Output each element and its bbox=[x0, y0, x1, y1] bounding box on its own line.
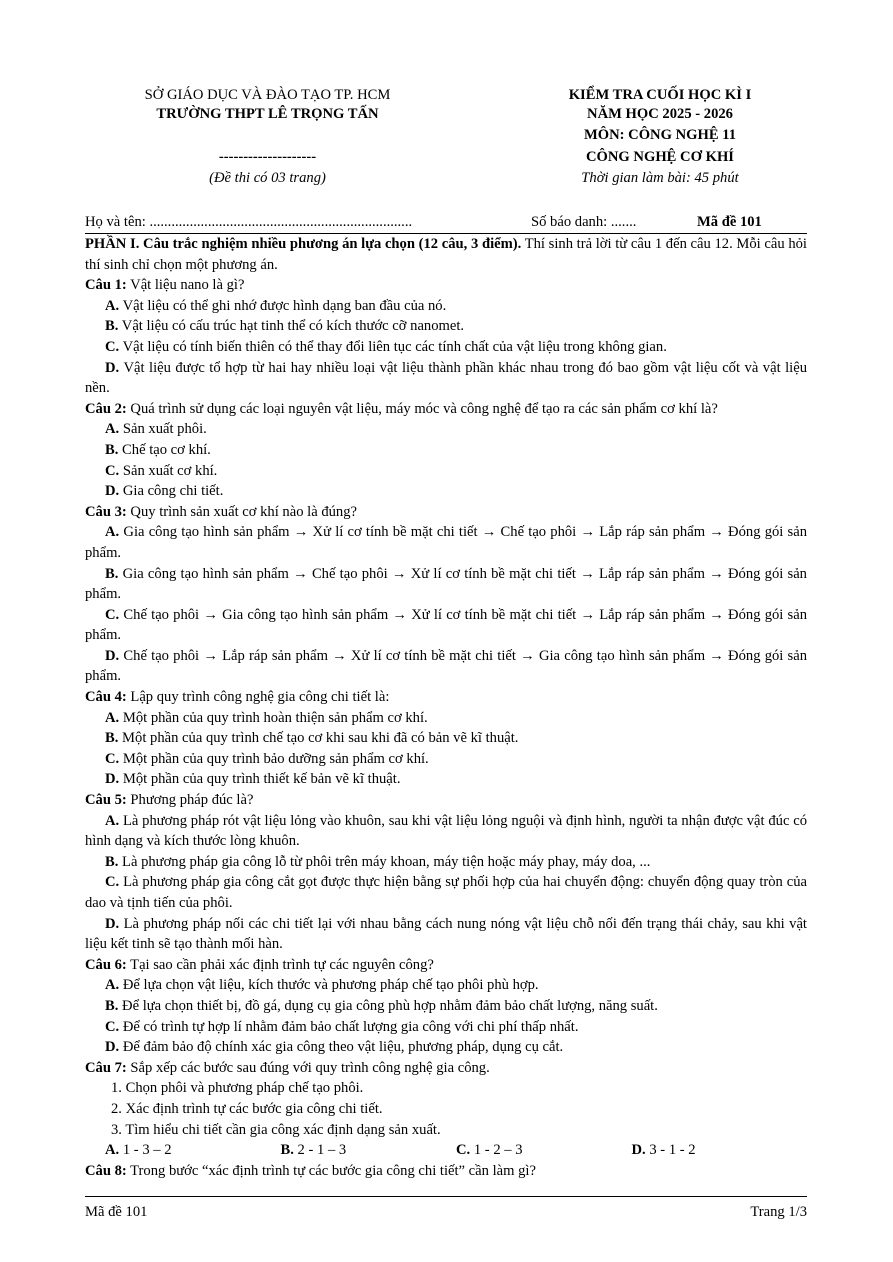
q6-option-b: B. Để lựa chọn thiết bị, đồ gá, dụng cụ gia công phù hợp nhằm đảm bảo chất lượng, năng suất. bbox=[105, 997, 658, 1014]
exam-content bbox=[85, 234, 807, 1181]
name-field: Họ và tên: ........................................................................ bbox=[85, 214, 413, 230]
q7-step: 3. Tìm hiểu chi tiết cần gia công xác định dạng sản xuất. bbox=[111, 1121, 441, 1138]
q3-option-d: D. Chế tạo phôi → Lắp ráp sản phẩm → Xử lí cơ tính bề mặt chi tiết → Gia công tạo hình sản phẩm → Đóng gói sản phẩm. bbox=[85, 647, 807, 685]
q5-option-c: C. Là phương pháp gia công cắt gọt được thực hiện bằng sự phối hợp của hai chuyển động: chuyển động quay tròn của dao và tịnh tiến của phôi. bbox=[85, 874, 807, 911]
subject: MÔN: CÔNG NGHỆ 11 bbox=[583, 127, 736, 143]
q7-step: 1. Chọn phôi và phương pháp chế tạo phôi. bbox=[111, 1080, 364, 1097]
question-1: Câu 1: Vật liệu nano là gì? bbox=[85, 277, 245, 294]
part1-heading: PHẦN I. Câu trắc nghiệm nhiều phương án lựa chọn (12 câu, 3 điểm). Thí sinh trả lời từ câu 1 đến câu 12. Mỗi câu hỏi thí sinh chỉ chọn một phương án. bbox=[85, 236, 807, 273]
question-2: Câu 2: Quá trình sử dụng các loại nguyên vật liệu, máy móc và công nghệ để tạo ra các sản phẩm cơ khí là? bbox=[85, 400, 718, 417]
q1-option-a: A. Vật liệu có thể ghi nhớ được hình dạng ban đầu của nó. bbox=[105, 297, 447, 314]
q3-option-a: A. Gia công tạo hình sản phẩm → Xử lí cơ tính bề mặt chi tiết → Chế tạo phôi → Lắp ráp sản phẩm → Đóng gói sản phẩm. bbox=[85, 524, 807, 561]
q7-option-c: C. 1 - 2 – 3 bbox=[456, 1142, 523, 1159]
q1-option-c: C. Vật liệu có tính biến thiên có thể thay đổi liên tục các tính chất của vật liệu trong không gian. bbox=[105, 338, 667, 355]
exam-header bbox=[85, 86, 807, 188]
q2-options bbox=[85, 419, 807, 501]
exam-title: KIỂM TRA CUỐI HỌC KÌ I bbox=[568, 87, 752, 103]
page-footer bbox=[85, 1196, 807, 1220]
sbd-field: Số báo danh: ....... bbox=[531, 214, 637, 230]
q4-option-a: A. Một phần của quy trình hoàn thiện sản phẩm cơ khí. bbox=[105, 709, 428, 726]
q5-option-b: B. Là phương pháp gia công lỗ từ phôi trên máy khoan, máy tiện hoặc máy phay, máy doa, ... bbox=[105, 853, 651, 870]
q1-option-b: B. Vật liệu có cấu trúc hạt tinh thể có kích thước cỡ nanomet. bbox=[105, 318, 465, 335]
duration: Thời gian làm bài: 45 phút bbox=[581, 170, 739, 186]
q4-option-b: B. Một phần của quy trình chế tạo cơ khi sau khi đã có bản vẽ kĩ thuật. bbox=[105, 730, 519, 747]
q6-option-a: A. Để lựa chọn vật liệu, kích thước và phương pháp chế tạo phôi phù hợp. bbox=[105, 977, 539, 994]
question-5: Câu 5: Phương pháp đúc là? bbox=[85, 792, 254, 809]
q4-option-d: D. Một phần của quy trình thiết kế bản vẽ kĩ thuật. bbox=[105, 771, 401, 788]
school-name: TRƯỜNG THPT LÊ TRỌNG TẤN bbox=[156, 106, 379, 122]
pages-note: (Đề thi có 03 trang) bbox=[209, 170, 326, 186]
q5-option-a: A. Là phương pháp rót vật liệu lỏng vào khuôn, sau khi vật liệu lỏng nguội và định hình, người ta nhận được vật đúc có hình dạng và kích thước lòng khuôn. bbox=[85, 812, 808, 850]
school-year: NĂM HỌC 2025 - 2026 bbox=[587, 106, 733, 122]
q6-option-c: C. Để có trình tự hợp lí nhằm đảm bảo chất lượng gia công với chi phí thấp nhất. bbox=[105, 1018, 579, 1035]
dept-name: SỞ GIÁO DỤC VÀ ĐÀO TẠO TP. HCM bbox=[144, 87, 391, 103]
header-divider: -------------------- bbox=[218, 149, 317, 165]
q2-option-a: A. Sản xuất phôi. bbox=[105, 421, 207, 438]
question-6: Câu 6: Tại sao cần phải xác định trình tự các nguyên công? bbox=[85, 956, 434, 973]
q7-option-b: B. 2 - 1 – 3 bbox=[280, 1142, 347, 1159]
q2-option-c: C. Sản xuất cơ khí. bbox=[105, 462, 218, 479]
q4-option-c: C. Một phần của quy trình bảo dưỡng sản phẩm cơ khí. bbox=[105, 750, 429, 767]
footer-page-number: Trang 1/3 bbox=[750, 1204, 807, 1220]
q2-option-b: B. Chế tạo cơ khí. bbox=[105, 441, 211, 458]
exam-page bbox=[85, 86, 807, 1181]
footer-exam-code: Mã đề 101 bbox=[85, 1204, 148, 1220]
q1-option-d: D. Vật liệu được tổ hợp từ hai hay nhiều loại vật liệu thành phần khác nhau trong đó bao gồm vật liệu cốt và vật liệu nền. bbox=[85, 359, 808, 397]
question-7: Câu 7: Sắp xếp các bước sau đúng với quy trình công nghệ gia công. bbox=[85, 1059, 490, 1076]
subject-sub: CÔNG NGHỆ CƠ KHÍ bbox=[586, 149, 734, 165]
q7-option-d: D. 3 - 1 - 2 bbox=[631, 1142, 696, 1159]
q7-option-a: A. 1 - 3 – 2 bbox=[105, 1142, 172, 1159]
q2-option-d: D. Gia công chi tiết. bbox=[105, 483, 224, 500]
question-3: Câu 3: Quy trình sản xuất cơ khí nào là đúng? bbox=[85, 503, 357, 520]
q7-options bbox=[85, 1140, 807, 1161]
q3-option-c: C. Chế tạo phôi → Gia công tạo hình sản phẩm → Xử lí cơ tính bề mặt chi tiết → Lắp ráp sản phẩm → Đóng gói sản phẩm. bbox=[85, 606, 807, 644]
student-info bbox=[85, 212, 807, 232]
exam-code: Mã đề 101 bbox=[697, 214, 762, 230]
q7-steps bbox=[85, 1078, 807, 1140]
question-4: Câu 4: Lập quy trình công nghệ gia công chi tiết là: bbox=[85, 689, 390, 706]
q3-option-b: B. Gia công tạo hình sản phẩm → Chế tạo phôi → Xử lí cơ tính bề mặt chi tiết → Lắp ráp sản phẩm → Đóng gói sản phẩm. bbox=[85, 565, 807, 603]
q5-option-d: D. Là phương pháp nối các chi tiết lại với nhau bằng cách nung nóng vật liệu chỗ nối đến trạng thái chảy, sau khi vật liệu kết tinh sẽ tạo thành mối hàn. bbox=[85, 915, 807, 953]
q7-step: 2. Xác định trình tự các bước gia công chi tiết. bbox=[111, 1100, 383, 1117]
q6-option-d: D. Để đảm bảo độ chính xác gia công theo vật liệu, phương pháp, dụng cụ cắt. bbox=[105, 1039, 564, 1056]
question-8: Câu 8: Trong bước “xác định trình tự các bước gia công chi tiết” cần làm gì? bbox=[85, 1162, 536, 1179]
